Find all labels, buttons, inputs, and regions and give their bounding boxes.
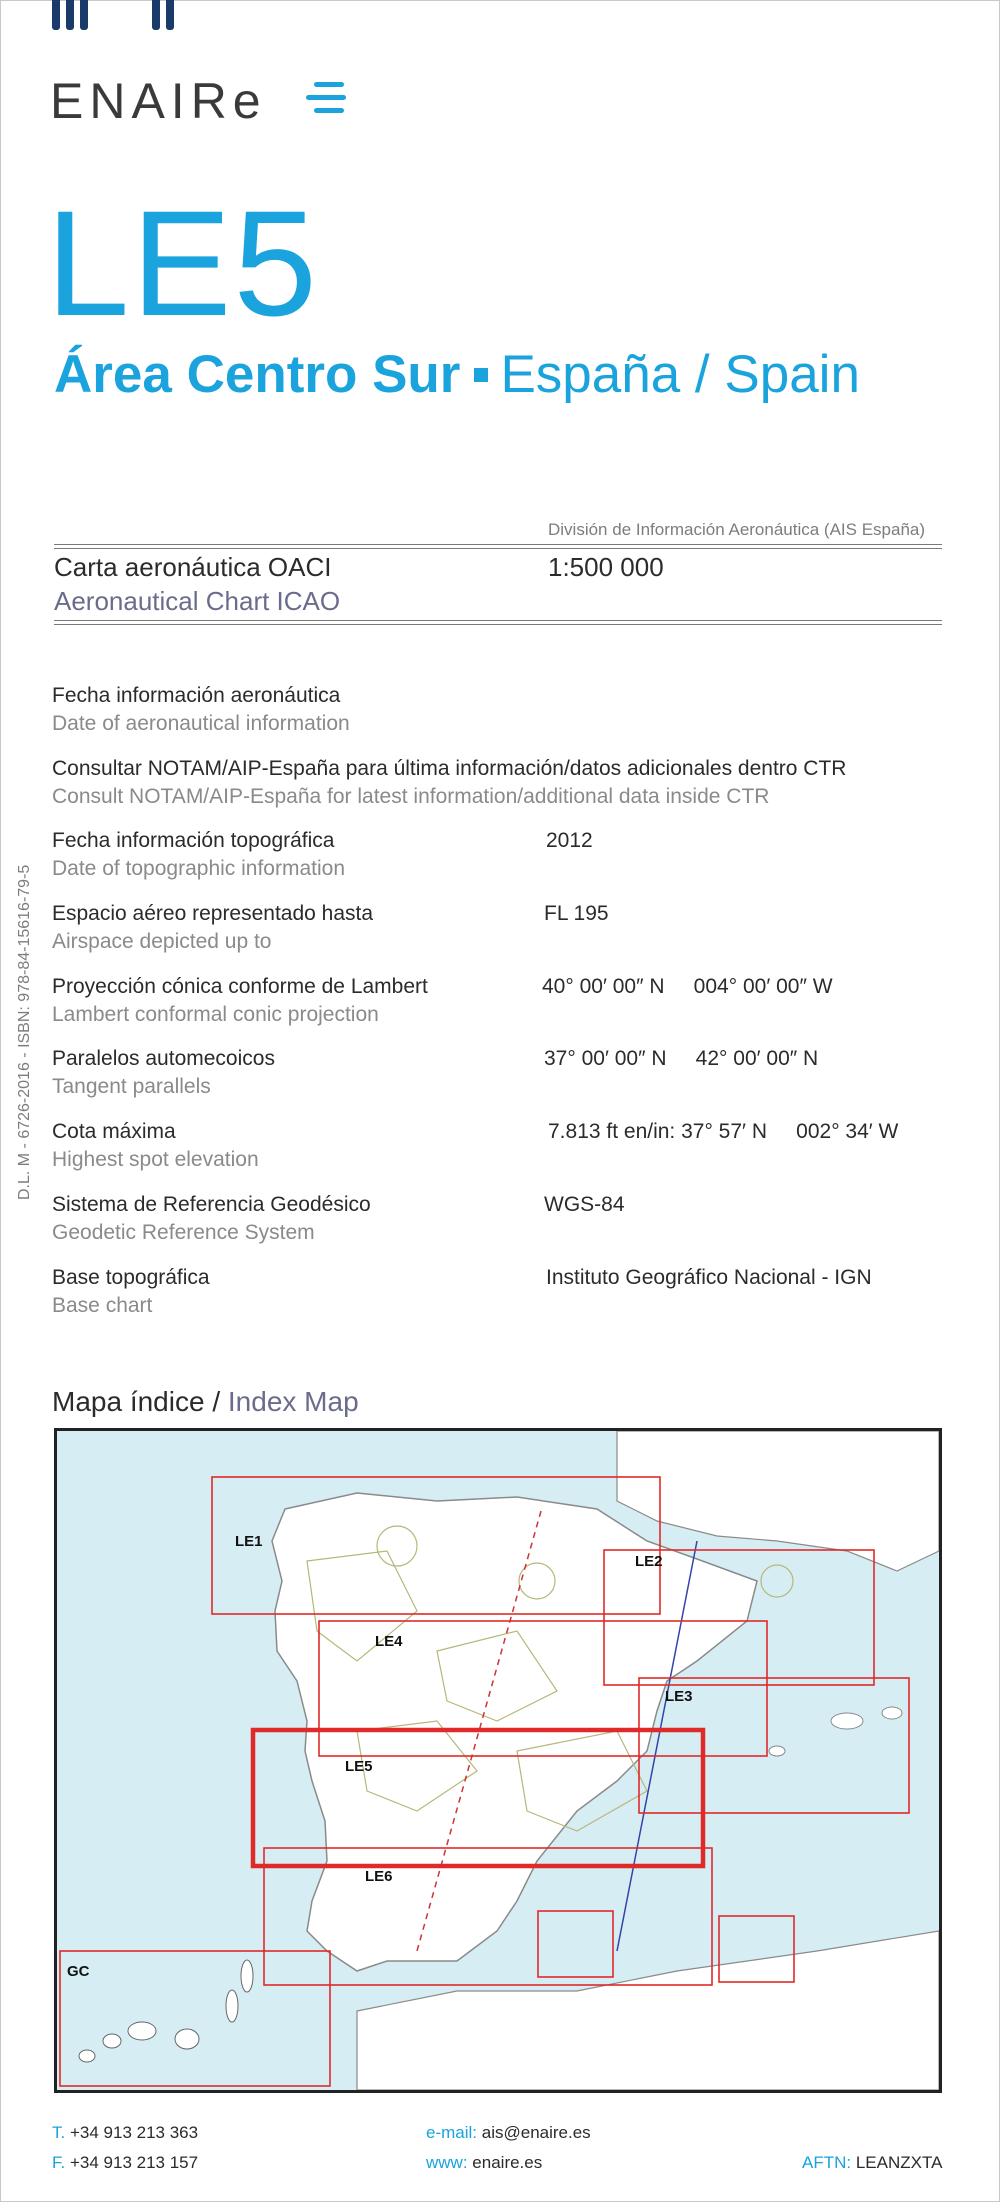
chart-type-es: Carta aeronáutica OACI [54, 552, 332, 582]
info-label-es: Proyección cónica conforme de Lambert [52, 975, 428, 998]
index-map-svg [57, 1431, 939, 2090]
ibiza [769, 1746, 785, 1756]
info-value: 7.813 ft en/in: 37° 57′ N 002° 34′ W [548, 1120, 899, 1143]
sheet-label: GC [67, 1963, 90, 1980]
info-value: 37° 00′ 00″ N 42° 00′ 00″ N [544, 1047, 819, 1070]
info-label-en: Airspace depicted up to [52, 930, 272, 953]
sheet-label: LE2 [635, 1553, 663, 1570]
divider-top [54, 544, 942, 549]
square-bullet-icon [474, 368, 488, 382]
legal-deposit-note: D.L. M - 6726-2016 - ISBN: 978-84-15616-79-5 [16, 864, 33, 1200]
info-label-en: Date of aeronautical information [52, 712, 350, 735]
footer-www[interactable]: www: enaire.es [426, 2153, 543, 2172]
chart-type-en: Aeronautical Chart ICAO [54, 586, 341, 616]
chart-title [54, 344, 860, 405]
index-map-title [52, 1386, 359, 1418]
info-label-en: Tangent parallels [52, 1075, 211, 1098]
footer-phone: T. +34 913 213 363 [52, 2123, 199, 2142]
top-bars-decoration [52, 0, 172, 34]
info-label-en: Geodetic Reference System [52, 1221, 315, 1244]
sheet-label: LE1 [235, 1533, 263, 1550]
info-value: FL 195 [544, 902, 609, 925]
info-label-es: Base topográfica [52, 1266, 210, 1289]
info-label-en: Date of topographic information [52, 857, 346, 880]
divider-bottom [54, 620, 942, 625]
info-value: WGS-84 [544, 1193, 625, 1216]
sheet-label: LE3 [665, 1688, 693, 1705]
chart-title-bold: Área Centro Sur [54, 345, 461, 404]
info-label-es: Sistema de Referencia Geodésico [52, 1193, 371, 1216]
enaire-logo: ENAIRe [50, 73, 267, 129]
info-label-es: Cota máxima [52, 1120, 176, 1143]
info-label-en: Consult NOTAM/AIP-España for latest information/additional data inside CTR [52, 785, 770, 808]
menorca [882, 1707, 902, 1719]
index-map-title-sep: / [204, 1386, 228, 1417]
info-label-en: Highest spot elevation [52, 1148, 259, 1171]
index-map-title-en: Index Map [227, 1386, 359, 1417]
sheet-label: LE4 [375, 1633, 403, 1650]
info-value: 40° 00′ 00″ N 004° 00′ 00″ W [542, 975, 833, 998]
index-map [54, 1428, 942, 2093]
info-label-es: Consultar NOTAM/AIP-España para última información/datos adicionales dentro CTR [52, 757, 847, 780]
chart-code: LE5 [46, 179, 319, 347]
sheet-label: LE6 [365, 1868, 393, 1885]
info-value: Instituto Geográfico Nacional - IGN [546, 1266, 872, 1289]
info-label-en: Lambert conformal conic projection [52, 1003, 379, 1026]
info-label-es: Fecha información aeronáutica [52, 684, 341, 707]
enaire-lines-icon [306, 82, 352, 114]
chart-title-rest: España / Spain [500, 345, 860, 404]
division-label: División de Información Aeronáutica (AIS España) [548, 520, 926, 539]
footer-fax: F. +34 913 213 157 [52, 2153, 199, 2172]
sheet-label: LE5 [345, 1758, 373, 1775]
chart-scale: 1:500 000 [548, 552, 664, 582]
mallorca [831, 1713, 863, 1729]
info-label-en: Base chart [52, 1294, 153, 1317]
index-map-title-es: Mapa índice [52, 1386, 205, 1417]
info-label-es: Espacio aéreo representado hasta [52, 902, 374, 925]
info-value: 2012 [546, 829, 593, 852]
info-label-es: Fecha información topográfica [52, 829, 335, 852]
footer-email[interactable]: e-mail: ais@enaire.es [426, 2123, 591, 2142]
info-label-es: Paralelos automecoicos [52, 1047, 275, 1070]
footer-aftn: AFTN: LEANZXTA [802, 2153, 943, 2172]
